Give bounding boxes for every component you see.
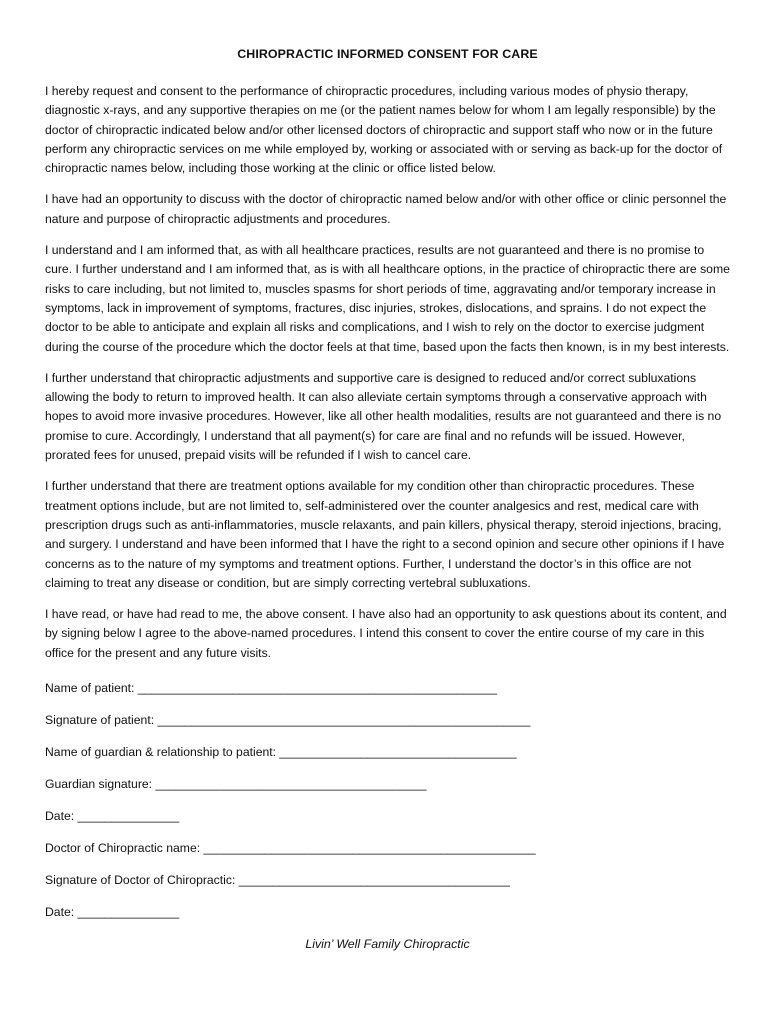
doctor-signature-line[interactable]: ________________________________________ <box>238 873 510 888</box>
date-field-1[interactable] <box>45 807 730 839</box>
date-label-1: Date: <box>45 809 75 824</box>
document-title: CHIROPRACTIC INFORMED CONSENT FOR CARE <box>237 47 538 61</box>
doctor-signature-label: Signature of Doctor of Chiropractic: <box>45 873 236 888</box>
paragraph-request-consent: I hereby request and consent to the performance of chiropractic procedures, including various modes of physio therapy, diagnostic x-rays, and any supportive therapies on me (or the patient names below for whom I am legally responsible) by the doctor of chiropractic indicated below and/or other licensed doctors of chiropractic and support staff who now or in the future perform any chiropractic services on me while employed by, working or associated with or serving as back-up for the doctor of chiropractic names below, including those working at the clinic or office listed below. <box>45 84 723 176</box>
date-label-2: Date: <box>45 905 75 920</box>
paragraph-risks: I understand and I am informed that, as with all healthcare practices, results are not guaranteed and there is no promise to cure. I further understand and I am informed that, as is with all healthcare options, in the practice of chiropractic there are some risks to care including, but not limited to, muscles spasms for short periods of time, aggravating and/or temporary increase in symptoms, lack in improvement of symptoms, fractures, disc injuries, strokes, dislocations, and sprains. I do not expect the doctor to be able to anticipate and explain all risks and complications, and I wish to rely on the doctor to exercise judgment during the course of the procedure which the doctor feels at that time, based upon the facts then known, is in my best interests. <box>45 243 730 354</box>
date-field-2[interactable] <box>45 903 730 935</box>
signature-fields <box>45 679 730 935</box>
patient-signature-field[interactable] <box>45 711 730 743</box>
guardian-signature-label: Guardian signature: <box>45 777 153 792</box>
doctor-name-label: Doctor of Chiropractic name: <box>45 841 201 856</box>
patient-signature-line[interactable]: _______________________________________________________ <box>157 713 531 728</box>
date-line-1[interactable]: _______________ <box>77 809 180 824</box>
doctor-signature-field[interactable] <box>45 871 730 903</box>
patient-name-line[interactable]: _____________________________________________________ <box>137 681 498 696</box>
guardian-name-field[interactable] <box>45 743 730 775</box>
paragraph-discussion: I have had an opportunity to discuss with the doctor of chiropractic named below and/or with other office or clinic personnel the nature and purpose of chiropractic adjustments and procedures. <box>45 192 727 226</box>
guardian-name-line[interactable]: ___________________________________ <box>279 745 517 760</box>
doctor-name-line[interactable]: _________________________________________________ <box>203 841 536 856</box>
guardian-signature-line[interactable]: ________________________________________ <box>155 777 427 792</box>
doctor-name-field[interactable] <box>45 839 730 871</box>
guardian-signature-field[interactable] <box>45 775 730 807</box>
paragraph-treatment-options: I further understand that there are treatment options available for my condition other than chiropractic procedures. These treatment options include, but are not limited to, self-administered over the counter analgesics and rest, medical care with prescription drugs such as anti-inflammatories, muscle relaxants, and pain killers, physical therapy, steroid injections, bracing, and surgery. I understand and have been informed that I have the right to a second opinion and secure other opinions if I have concerns as to the nature of my symptoms and treatment options. Further, I understand the doctor’s in this office are not claiming to treat any disease or condition, but are simply correcting vertebral subluxations. <box>45 479 725 590</box>
patient-name-label: Name of patient: <box>45 681 135 696</box>
paragraph-adjustments-payments: I further understand that chiropractic adjustments and supportive care is designed to reduced and/or correct subluxations allowing the body to return to improved health. It can also alleviate certain symptoms through a conservative approach with hopes to avoid more invasive procedures. However, like all other health modalities, results are not guaranteed and there is no promise to cure. Accordingly, I understand that all payment(s) for care are final and no refunds will be issued. However, prorated fees for unused, prepaid visits will be refunded if I wish to cancel care. <box>45 370 722 463</box>
patient-name-field[interactable] <box>45 679 730 711</box>
paragraph-acknowledgement: I have read, or have had read to me, the above consent. I have also had an opportunity to ask questions about its content, and by signing below I agree to the above-named procedures. I intend this consent to cover the entire course of my care in this office for the present and any future visits. <box>45 607 727 660</box>
clinic-name-footer: Livin’ Well Family Chiropractic <box>305 937 470 952</box>
date-line-2[interactable]: _______________ <box>77 905 180 920</box>
guardian-name-label: Name of guardian & relationship to patient: <box>45 745 277 760</box>
patient-signature-label: Signature of patient: <box>45 713 155 728</box>
